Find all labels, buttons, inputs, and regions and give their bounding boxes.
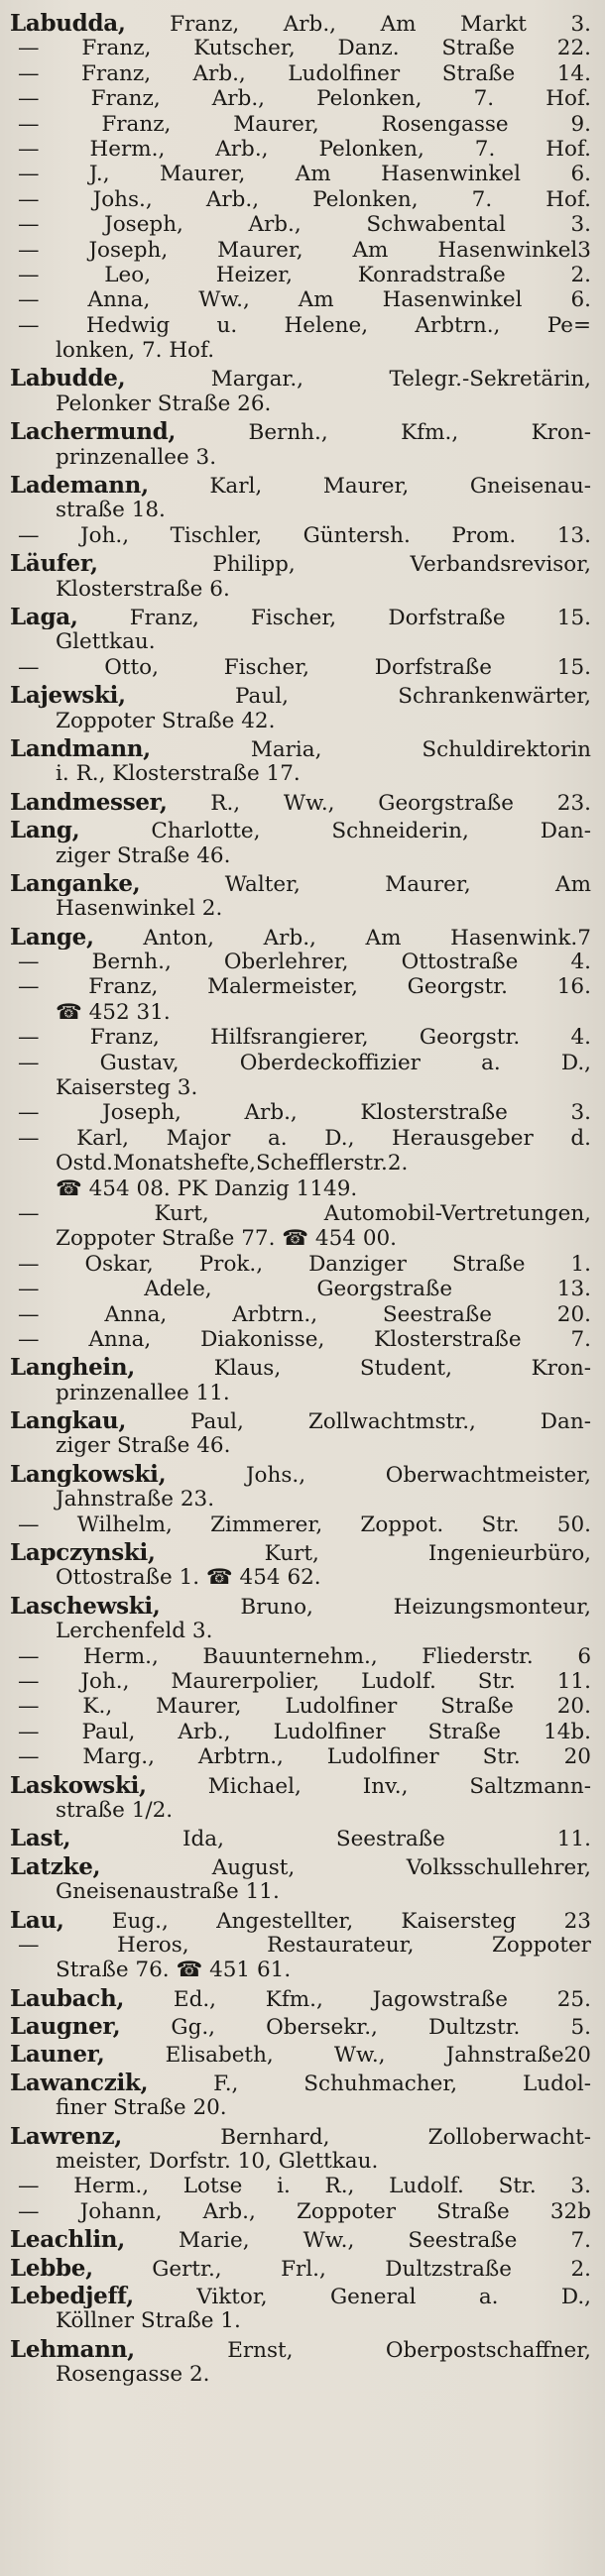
entry-continuation-line: Zoppoter Straße 42.	[56, 708, 276, 733]
entry-surname: Laga,	[10, 604, 78, 630]
entry-continuation-line: ☎ 452 31.	[56, 999, 171, 1025]
entry-line: Labudde, Margar., Telegr.-Sekretärin,	[10, 366, 591, 392]
directory-entry-main	[10, 1408, 591, 1459]
directory-entry-sub	[10, 313, 591, 364]
entry-continuation-line: Jahnstraße 23.	[56, 1487, 215, 1512]
entry-line: — Joh., Maurerpolier, Ludolf. Str. 11.	[18, 1669, 591, 1694]
entry-surname: Labudda,	[10, 11, 126, 37]
entry-surname: Langkowski,	[10, 1461, 167, 1488]
entry-line: — Leo, Heizer, Konradstraße 2.	[18, 262, 591, 287]
entry-surname: Lebedjeff,	[10, 2283, 134, 2309]
directory-entry-main	[10, 1540, 591, 1591]
entry-surname: Langanke,	[10, 870, 141, 897]
directory-entry-sub	[10, 655, 591, 680]
directory-entry-main	[10, 1908, 591, 1933]
directory-entry-sub	[10, 1126, 591, 1201]
entry-line: — Karl, Major a. D., Herausgeber d.	[18, 1125, 591, 1151]
directory-entry-sub	[10, 1694, 591, 1719]
entry-continuation-line: Ostd. Monatshefte, Schefflerstr.2.	[56, 1151, 409, 1176]
directory-entry-main	[10, 683, 591, 733]
directory-entry-sub	[10, 1644, 591, 1669]
directory-entry-main	[10, 1594, 591, 1644]
directory-entry-sub	[10, 36, 591, 60]
entry-surname: Landmesser,	[10, 789, 168, 816]
entry-continuation-line: Ottostraße 1. ☎ 454 62.	[56, 1565, 321, 1591]
directory-entries	[10, 11, 591, 2388]
entry-line: Lebedjeff, Viktor, General a. D.,	[10, 2283, 591, 2309]
entry-line: — Joh., Tischler, Güntersh. Prom. 13.	[18, 522, 591, 548]
entry-line: — Franz, Kutscher, Danz. Straße 22.	[18, 36, 591, 61]
entry-continuation-line: prinzenallee 3.	[56, 444, 217, 470]
entry-line: Langkau, Paul, Zollwachtmstr., Dan-	[10, 1408, 591, 1434]
directory-entry-sub	[10, 1669, 591, 1694]
entry-line: Lau, Eug., Angestellter, Kaisersteg 23	[10, 1907, 591, 1933]
entry-continuation-line: Hasenwinkel 2.	[56, 896, 223, 922]
entry-surname: Läufer,	[10, 551, 98, 577]
entry-line: — Otto, Fischer, Dorfstraße 15.	[18, 654, 591, 680]
directory-entry-sub	[10, 1201, 591, 1252]
entry-surname: Laugner,	[10, 2014, 121, 2040]
entry-line: Landmann, Maria, Schuldirektorin	[10, 735, 591, 762]
entry-line: — Joseph, Arb., Klosterstraße 3.	[18, 1100, 591, 1126]
entry-line: — Joseph, Maurer, Am Hasenwinkel3	[18, 237, 591, 263]
directory-entry-sub	[10, 1025, 591, 1050]
directory-entry-main	[10, 605, 591, 655]
directory-entry-main	[10, 1773, 591, 1824]
directory-entry-main	[10, 925, 591, 950]
directory-entry-main	[10, 1462, 591, 1512]
entry-continuation-line: i. R., Klosterstraße 17.	[56, 761, 301, 787]
directory-entry-main	[10, 473, 591, 523]
entry-surname: Landmann,	[10, 735, 151, 762]
entry-continuation-line: prinzenallee 11.	[56, 1380, 230, 1405]
entry-line: — Franz, Hilfsrangierer, Georgstr. 4.	[18, 1025, 591, 1051]
entry-surname: Launer,	[10, 2042, 105, 2068]
directory-entry-main	[10, 1854, 591, 1905]
entry-line: — Marg., Arbtrn., Ludolfiner Str. 20	[18, 1744, 591, 1770]
entry-surname: Langhein,	[10, 1355, 136, 1381]
directory-entry-sub	[10, 212, 591, 237]
entry-surname: Lehmann,	[10, 2336, 135, 2363]
entry-continuation-line: lonken, 7. Hof.	[56, 338, 215, 364]
entry-line: Landmesser, R., Ww., Georgstraße 23.	[10, 789, 591, 816]
entry-surname: Labudde,	[10, 366, 126, 392]
entry-line: Laubach, Ed., Kfm., Jagowstraße 25.	[10, 1985, 591, 2012]
entry-continuation-line: Rosengasse 2.	[56, 2362, 210, 2388]
directory-entry-main	[10, 790, 591, 815]
entry-line: — Kurt, Automobil-Vertretungen,	[18, 1200, 591, 1226]
entry-surname: Laubach,	[10, 1985, 125, 2012]
entry-continuation-line: Klosterstraße 6.	[56, 576, 230, 602]
entry-line: Laugner, Gg., Obersekr., Dultzstr. 5.	[10, 2014, 591, 2040]
entry-continuation-line: meister, Dorfstr. 10, Glettkau.	[56, 2149, 379, 2175]
directory-entry-main	[10, 736, 591, 787]
entry-line: Lademann, Karl, Maurer, Gneisenau-	[10, 473, 591, 499]
entry-line: — Adele, Georgstraße 13.	[18, 1277, 591, 1302]
entry-continuation-line: Pelonker Straße 26.	[56, 391, 272, 416]
entry-line: Latzke, August, Volksschullehrer,	[10, 1853, 591, 1880]
entry-line: Laschewski, Bruno, Heizungsmonteur,	[10, 1593, 591, 1620]
directory-entry-main	[10, 11, 591, 36]
entry-line: — Anna, Diakonisse, Klosterstraße 7.	[18, 1326, 591, 1352]
entry-line: — Paul, Arb., Ludolfiner Straße 14b.	[18, 1719, 591, 1744]
directory-entry-main	[10, 1355, 591, 1405]
directory-entry-main	[10, 2014, 591, 2039]
directory-entry-main	[10, 1826, 591, 1850]
entry-line: — Franz, Maurer, Rosengasse 9.	[18, 111, 591, 137]
entry-surname: Lang,	[10, 818, 80, 843]
entry-line: — Herm., Bauunternehm., Fliederstr. 6	[18, 1643, 591, 1669]
directory-entry-sub	[10, 1720, 591, 1744]
entry-line: Lange, Anton, Arb., Am Hasenwink.7	[10, 924, 591, 951]
directory-entry-sub	[10, 238, 591, 263]
entry-surname: Leachlin,	[10, 2227, 125, 2253]
entry-line: — Hedwig u. Helene, Arbtrn., Pe=	[18, 312, 591, 338]
directory-entry-sub	[10, 1277, 591, 1301]
entry-continuation-line: straße 18.	[56, 498, 166, 523]
directory-entry-main	[10, 1986, 591, 2011]
entry-line: Leachlin, Marie, Ww., Seestraße 7.	[10, 2227, 591, 2253]
directory-entry-main	[10, 2042, 591, 2067]
directory-entry-sub	[10, 1327, 591, 1352]
entry-continuation-line: Glettkau.	[56, 629, 156, 655]
entry-surname: Lapczynski,	[10, 1540, 156, 1566]
entry-line: Langhein, Klaus, Student, Kron-	[10, 1355, 591, 1381]
entry-continuation-line: Köllner Straße 1.	[56, 2308, 241, 2334]
entry-surname: Lebbe,	[10, 2255, 93, 2281]
entry-line: — K., Maurer, Ludolfiner Straße 20.	[18, 1694, 591, 1720]
directory-entry-sub	[10, 2199, 591, 2224]
directory-entry-sub	[10, 1512, 591, 1537]
entry-surname: Lajewski,	[10, 683, 126, 709]
entry-continuation-line: ☎ 454 08. PK Danzig 1149.	[56, 1176, 358, 1201]
directory-entry-sub	[10, 1100, 591, 1125]
entry-continuation-line: Lerchenfeld 3.	[56, 1619, 213, 1644]
entry-continuation-line: Zoppoter Straße 77. ☎ 454 00.	[56, 1226, 398, 1252]
directory-entry-main	[10, 2337, 591, 2388]
entry-line: Lachermund, Bernh., Kfm., Kron-	[10, 419, 591, 445]
entry-surname: Lange,	[10, 924, 94, 951]
entry-surname: Laskowski,	[10, 1772, 147, 1798]
entry-line: Laskowski, Michael, Inv., Saltzmann-	[10, 1772, 591, 1798]
directory-entry-main	[10, 366, 591, 416]
directory-entry-main	[10, 2256, 591, 2281]
directory-entry-main	[10, 419, 591, 470]
directory-entry-main	[10, 2227, 591, 2252]
directory-entry-sub	[10, 1051, 591, 1101]
entry-surname: Laschewski,	[10, 1593, 161, 1620]
entry-line: — Bernh., Oberlehrer, Ottostraße 4.	[18, 950, 591, 975]
entry-line: Lawrenz, Bernhard, Zolloberwacht-	[10, 2123, 591, 2150]
directory-entry-sub	[10, 61, 591, 86]
entry-line: Lebbe, Gertr., Frl., Dultzstraße 2.	[10, 2255, 591, 2281]
entry-continuation-line: finer Straße 20.	[56, 2095, 227, 2121]
entry-line: — Joseph, Arb., Schwabental 3.	[18, 212, 591, 238]
entry-line: — Johs., Arb., Pelonken, 7. Hof.	[18, 186, 591, 212]
entry-line: — Wilhelm, Zimmerer, Zoppot. Str. 50.	[18, 1512, 591, 1537]
entry-continuation-line: straße 1/2.	[56, 1797, 174, 1823]
directory-entry-main	[10, 2071, 591, 2121]
entry-line: — J., Maurer, Am Hasenwinkel 6.	[18, 162, 591, 187]
directory-entry-sub	[10, 263, 591, 287]
entry-surname: Lademann,	[10, 473, 149, 499]
entry-line: Lajewski, Paul, Schrankenwärter,	[10, 683, 591, 709]
entry-line: — Herm., Lotse i. R., Ludolf. Str. 3.	[18, 2174, 591, 2199]
entry-line: — Herm., Arb., Pelonken, 7. Hof.	[18, 136, 591, 162]
directory-entry-sub	[10, 137, 591, 162]
entry-line: Lehmann, Ernst, Oberpostschaffner,	[10, 2336, 591, 2363]
directory-entry-sub	[10, 523, 591, 548]
entry-line: Last, Ida, Seestraße 11.	[10, 1826, 591, 1851]
directory-entry-sub	[10, 2174, 591, 2198]
entry-line: — Franz, Arb., Ludolfiner Straße 14.	[18, 60, 591, 86]
entry-line: Langkowski, Johs., Oberwachtmeister,	[10, 1461, 591, 1488]
entry-surname: Langkau,	[10, 1408, 127, 1434]
directory-entry-sub	[10, 974, 591, 1025]
directory-entry-main	[10, 551, 591, 602]
entry-line: — Anna, Arbtrn., Seestraße 20.	[18, 1301, 591, 1327]
entry-line: Langanke, Walter, Maurer, Am	[10, 870, 591, 897]
entry-line: — Franz, Arb., Pelonken, 7. Hof.	[18, 86, 591, 112]
directory-entry-main	[10, 2284, 591, 2334]
entry-line: Läufer, Philipp, Verbandsrevisor,	[10, 551, 591, 577]
entry-line: — Franz, Malermeister, Georgstr. 16.	[18, 974, 591, 1000]
entry-continuation-line: ziger Straße 46.	[56, 1433, 231, 1459]
directory-entry-main	[10, 2124, 591, 2175]
entry-continuation-line: Straße 76. ☎ 451 61.	[56, 1958, 292, 1983]
directory-entry-sub	[10, 1252, 591, 1277]
entry-line: Laga, Franz, Fischer, Dorfstraße 15.	[10, 604, 591, 630]
directory-entry-main	[10, 871, 591, 922]
entry-line: — Heros, Restaurateur, Zoppoter	[18, 1932, 591, 1958]
entry-line: — Johann, Arb., Zoppoter Straße 32b	[18, 2198, 591, 2224]
entry-surname: Latzke,	[10, 1853, 101, 1880]
entry-surname: Last,	[10, 1826, 71, 1851]
entry-line: — Anna, Ww., Am Hasenwinkel 6.	[18, 287, 591, 313]
entry-line: — Gustav, Oberdeckoffizier a. D.,	[18, 1050, 591, 1075]
entry-continuation-line: ziger Straße 46.	[56, 842, 231, 868]
entry-continuation-line: Gneisenaustraße 11.	[56, 1879, 280, 1905]
entry-line: Lapczynski, Kurt, Ingenieurbüro,	[10, 1540, 591, 1566]
directory-entry-sub	[10, 287, 591, 312]
entry-surname: Lachermund,	[10, 419, 177, 445]
directory-entry-sub	[10, 112, 591, 137]
entry-line: Launer, Elisabeth, Ww., Jahnstraße20	[10, 2042, 591, 2068]
directory-entry-sub	[10, 162, 591, 186]
entry-continuation-line: Kaisersteg 3.	[56, 1075, 198, 1101]
entry-line: Labudda, Franz, Arb., Am Markt 3.	[10, 11, 591, 37]
directory-entry-sub	[10, 187, 591, 212]
entry-line: — Oskar, Prok., Danziger Straße 1.	[18, 1251, 591, 1277]
entry-surname: Lawanczik,	[10, 2070, 149, 2096]
entry-line: Lang, Charlotte, Schneiderin, Dan-	[10, 818, 591, 843]
directory-entry-sub	[10, 1302, 591, 1327]
directory-entry-sub	[10, 950, 591, 974]
entry-surname: Lawrenz,	[10, 2123, 123, 2150]
entry-line: Lawanczik, F., Schuhmacher, Ludol-	[10, 2070, 591, 2096]
directory-entry-sub	[10, 1933, 591, 1983]
directory-entry-main	[10, 818, 591, 868]
entry-surname: Lau,	[10, 1907, 64, 1933]
directory-entry-sub	[10, 86, 591, 111]
directory-entry-sub	[10, 1744, 591, 1769]
